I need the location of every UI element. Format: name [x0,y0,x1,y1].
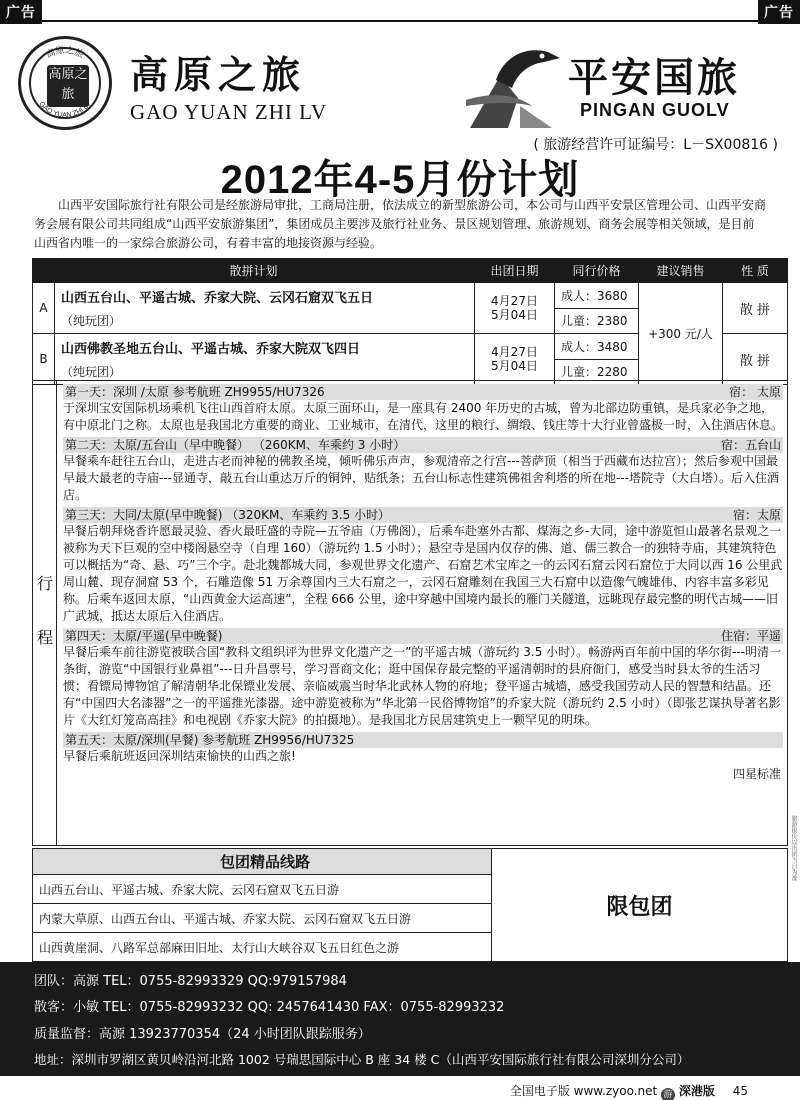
plan-row-index: B [33,334,55,385]
seal-core: 高原之旅 [47,65,89,107]
edition-text: 全国电子版 www.zyoo.net [509,1084,658,1098]
zyoo-logo-icon: 游 [661,1088,675,1100]
route-note: （纯玩团） [61,314,122,328]
day-5-text: 早餐后乘航班返回深圳结束愉快的山西之旅! [63,749,296,763]
route-name: 山西五台山、平遥古城、乔家大院、云冈石窟双飞五日 [61,291,374,306]
date-2: 5月04日 [491,359,538,373]
day-5-title: 第五天：太原/深圳(早餐) 参考航班 ZH9956/HU7325 [65,733,355,747]
route-name: 山西佛教圣地五台山、平遥古城、乔家大院双飞四日 [61,342,361,357]
price-adult: 成人：3680 [555,283,639,309]
day-3-text: 早餐后朝拜烧香许愿最灵验、香火最旺盛的寺院—五爷庙（万佛阁），后乘车赴塞外古都、煤海之乡-大同，途中游览恒山最著名景观之一被称为天下巨观的空中楼阁悬空寺（自理 160）（游玩约 1.5 小时）；悬空寺是国内仅存的佛、道、儒三教合一的独特寺庙，其建筑特色可以概括为“奇、悬、巧”三个字。赴北魏都城大同，参观世界文化遗产、石窟艺术宝库之一的云冈石窟云冈石窟位于大同以西 16 公里武周山麓、现存洞窟 53 个，石雕造像 51 万余尊国内三大石窟之一，云冈石窟雕刻在我国三大石窟中以造像气魄雄伟、内容丰富多彩见称。后乘车返回太原，“山西黄金大运高速”，全程 666 公里，途中穿越中国境内最长的雁门关隧道，远眺现存最完整的明代古城——旧广武城，抵达太原后入住酒店。 [63,524,783,623]
charter-title: 包团精品线路 [33,849,492,875]
seal-ring-text [21,39,109,127]
price-adult: 成人：3480 [555,334,639,360]
day-3-stay: 宿：太原 [732,508,781,522]
date-2: 5月04日 [491,308,538,322]
pingan-name-cn: 平安国旅 [568,54,740,101]
suggested-sale: +300 元/人 [639,283,723,385]
day-1-title: 第一天：深圳 /太原 参考航班 ZH9955/HU7326 [65,385,325,399]
contact-quality: 质量监督：高源 13923770354（24 小时团队跟踪服务） [34,1027,371,1042]
day-2-stay: 宿：五台山 [720,438,781,452]
plan-row-kind: 散 拼 [723,334,788,385]
svg-text:高原之旅: 高原之旅 [44,45,86,61]
day-4-stay: 住宿：平遥 [720,629,781,643]
page-title: 2012年4-5月份计划 [220,158,580,202]
ad-label-right: 广告 [758,0,800,24]
side-char-2: 程 [37,628,54,647]
plan-row-index: A [33,283,55,334]
region-label: 深港版 [678,1084,715,1098]
plan-header-route: 散拼计划 [33,259,475,283]
charter-label: 限包团 [492,849,788,962]
charter-route: 内蒙大草原、山西五台山、平遥古城、乔家大院、云冈石窟双飞五日游 [33,904,492,933]
date-1: 4月27日 [491,294,538,308]
plan-row-dates [475,334,555,385]
day-3-title: 第三天：大同/太原(早中晚餐) （320KM、车乘约 3.5 小时） [65,508,391,522]
pingan-bird-logo [460,36,570,132]
header-rule [0,20,800,22]
plan-row-route [55,334,475,385]
day-4-text: 早餐后乘车前往游览被联合国“教科文组织评为世界文化遗产之一”的平遥古城（游玩约 3.5 小时）。畅游两百年前中国的华尔街---明清一条街，游览“中国银行业鼻祖”---日升昌票号，学习晋商文化；逛中国保存最完整的平遥清朝时的县府衙门，感受当时县太爷的生活习惯；看镖局博物馆了解清朝华北保镖业发展、亲临威震当时华北武林人物的府地；登平遥古城墙，感受我国劳动人民的智慧和结晶。还有“中国四大名漆器”之一的平遥推光漆器。途中游览被称为“华北第一民俗博物馆”的乔家大院（游玩约 2.5 小时）（即张艺谋执导著名影片《大红灯笼高高挂》和电视剧《乔家大院》的拍摄地）。是我国北方民居建筑史上一颗罕见的明珠。 [63,645,782,727]
license-number: ( 旅游经营许可证编号：L－SX00816 ) [533,137,778,153]
plan-header-date: 出团日期 [475,259,555,283]
plan-table [32,258,788,385]
plan-row-kind: 散 拼 [723,283,788,334]
page-footer [510,1082,748,1100]
plan-row-dates [475,283,555,334]
day-4-header [63,628,783,644]
charter-table [32,848,788,962]
ad-label-left: 广告 [0,0,42,24]
page-number: 45 [732,1084,748,1098]
hotel-standard: 四星标准 [732,767,781,781]
side-note: 旅游报价以出团当日为准 [790,815,797,881]
itinerary-side-label [33,381,57,845]
plan-row-a [33,283,788,309]
plan-row-route [55,283,475,334]
charter-route: 山西黄崖洞、八路军总部麻田旧址、太行山大峡谷双飞五日红色之游 [33,933,492,962]
day-2-title: 第二天：太原/五台山（早中晚餐） （260KM、车乘约 3 小时） [65,438,406,452]
route-note: （纯玩团） [61,365,122,379]
contact-panel [0,962,800,1076]
contact-team: 团队：高源 TEL：0755-82993329 QQ:979157984 [34,974,347,989]
brand-gaoyuan [18,36,348,132]
day-5-header [63,732,783,748]
plan-header-sale: 建议销售 [639,259,723,283]
svg-text:GAO YUAN ZHI LV: GAO YUAN ZHI LV [37,100,93,120]
plan-header-row [33,259,788,283]
company-intro: 山西平安国际旅行社有限公司是经旅游局审批，工商局注册，依法成立的新型旅游公司，本公司与山西平安景区管理公司、山西平安商务会展有限公司共同组成“山西平安旅游集团”，集团成员主要涉及旅行社业务、景区规划管理、旅游规划、商务会展等相关领域，是目前山西省内唯一的一家综合旅游公司，有着丰富的地接资源与经验。 [34,198,767,250]
gaoyuan-name-en: GAO YUAN ZHI LV [130,100,328,124]
side-char-1: 行 [37,574,54,593]
day-2-header [63,437,783,453]
gaoyuan-name-cn: 高原之旅 [130,52,307,97]
charter-route: 山西五台山、平遥古城、乔家大院、云冈石窟双飞五日游 [33,875,492,904]
pingan-name-en: PINGAN GUOLV [580,100,730,120]
gaoyuan-seal-logo [18,36,112,130]
itinerary-body [63,384,783,782]
contact-address: 地址：深圳市罗湖区黄贝岭沿河北路 1002 号瑞思国际中心 B 座 34 楼 C（山西平安国际旅行社有限公司深圳分公司） [34,1052,690,1067]
day-1-text: 于深圳宝安国际机场乘机飞往山西首府太原。太原三面环山，是一座具有 2400 年历史的古城，曾为北部边防重镇，是兵家必争之地，有中原北门之称。太原也是我国北方重要的商业、工业城市，在清代，这里的粮行、绸缎、钱庄等十大行业曾盛极一时，入住酒店休息。 [63,401,784,432]
price-child: 儿童：2280 [555,359,639,385]
plan-header-price: 同行价格 [555,259,639,283]
day-3-header [63,507,783,523]
price-child: 儿童：2380 [555,308,639,334]
date-1: 4月27日 [491,345,538,359]
brand-pingan [460,36,790,132]
plan-header-kind: 性 质 [723,259,788,283]
day-1-stay: 宿： 太原 [729,385,781,399]
contact-individual: 散客：小敏 TEL：0755-82993232 QQ: 2457641430 FAX：0755-82993232 [34,1000,505,1015]
day-2-text: 早餐乘车赶往五台山，走进古老而神秘的佛教圣境，倾听佛乐声声，参观清帝之行宫---菩萨顶（相当于西藏布达拉宫）；然后参观中国最早最大最老的寺庙---显通寺，敲五台山重达万斤的铜钟，贴纸条；五台山标志性建筑佛祖舍利塔的所在地---塔院寺（大白塔）。后入住酒店。 [63,454,779,502]
itinerary-section [32,380,788,846]
day-4-title: 第四天：太原/平遥(早中晚餐) [65,629,223,643]
day-1-header [63,384,783,400]
